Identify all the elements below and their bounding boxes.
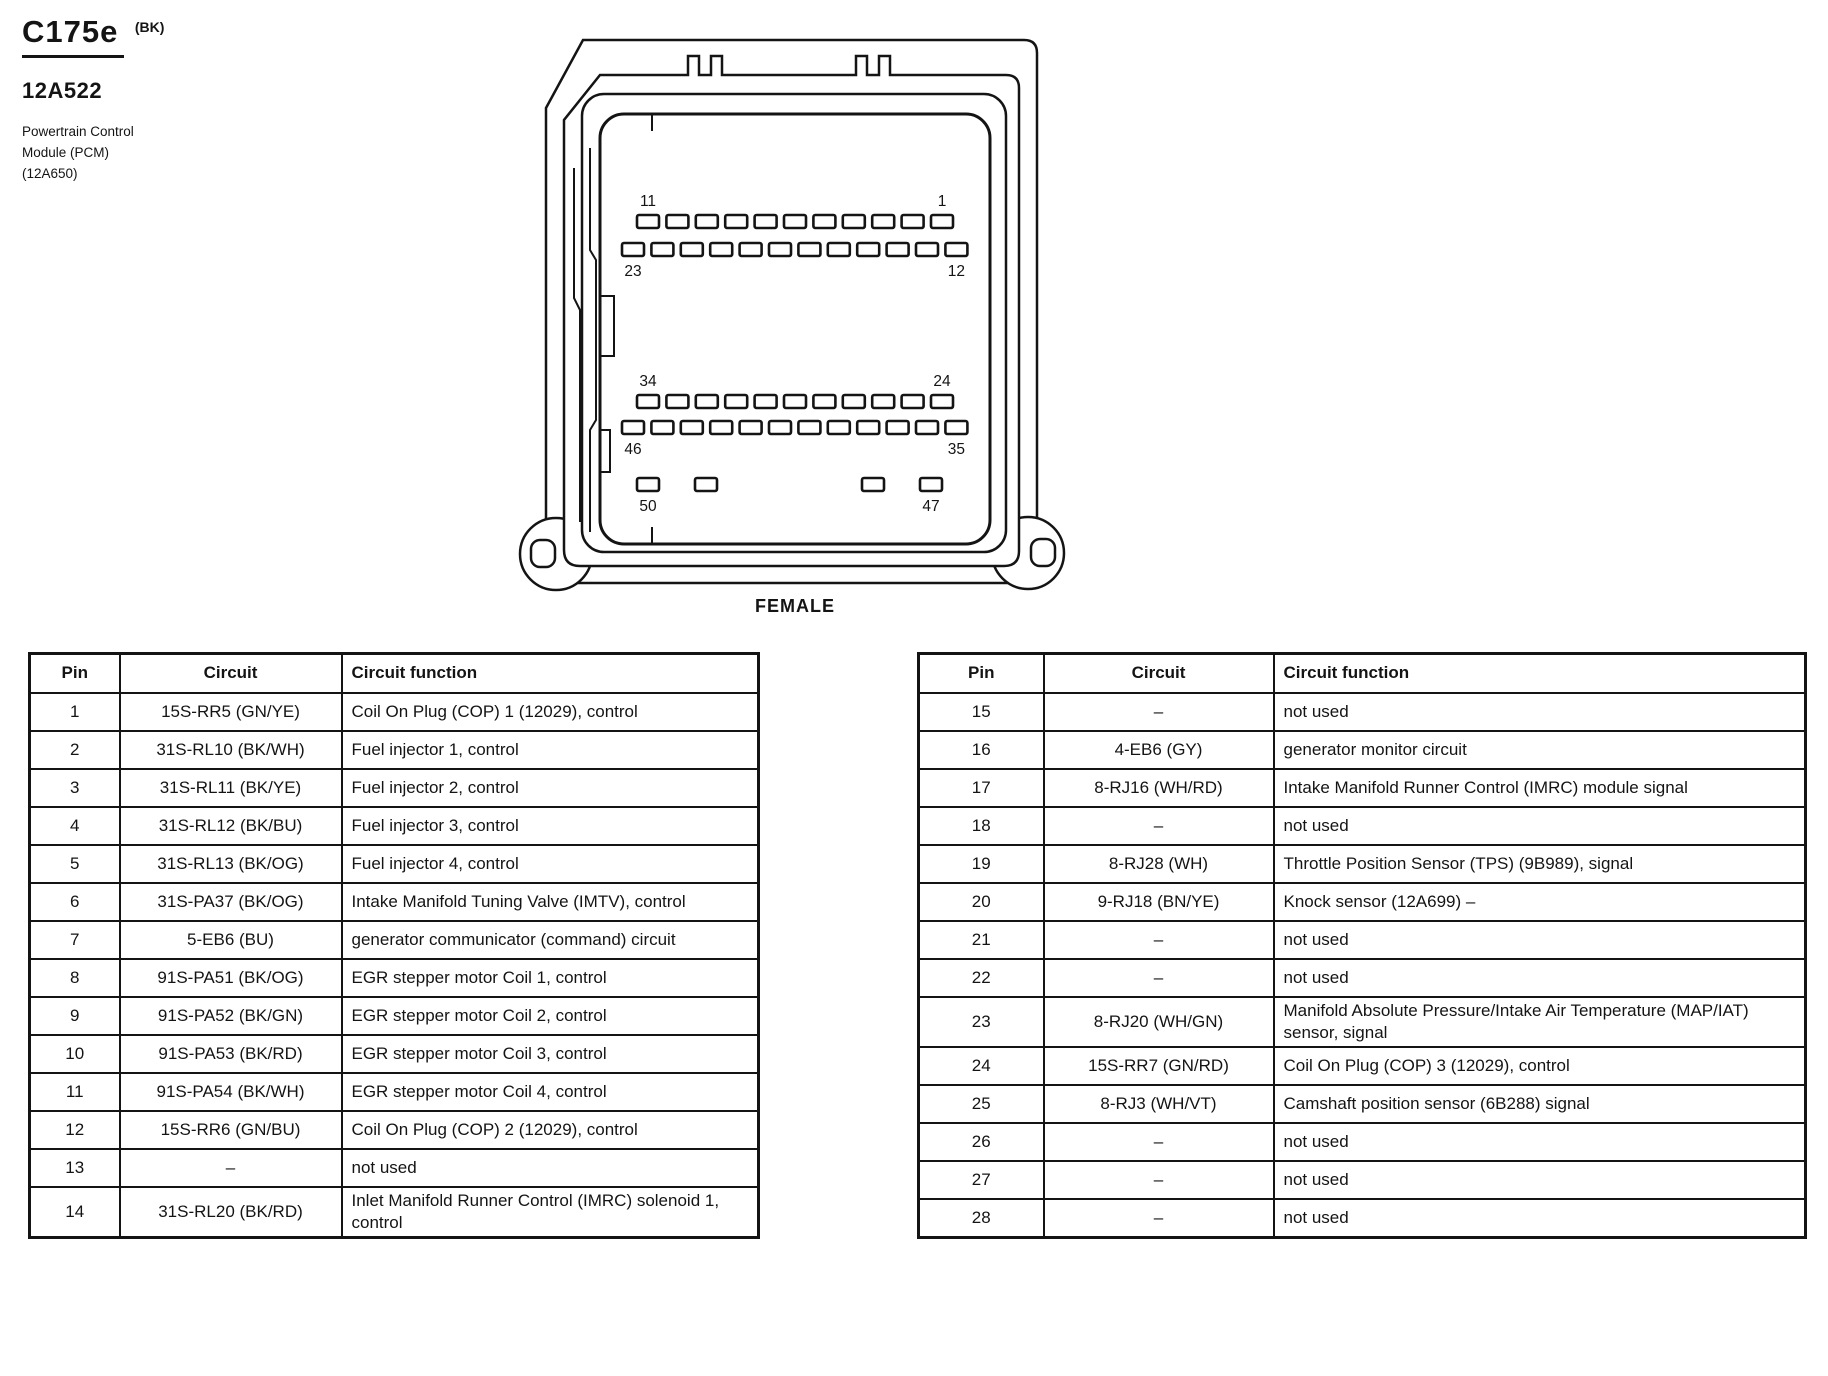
pin-slot — [872, 215, 894, 228]
pin-cell: 4 — [30, 807, 120, 845]
pin-slot — [798, 243, 820, 256]
pin-slot — [725, 215, 747, 228]
connector-color-code: (BK) — [134, 19, 165, 35]
function-cell: Fuel injector 4, control — [342, 845, 759, 883]
table-row — [30, 997, 759, 1035]
table-row — [30, 883, 759, 921]
pin-slot — [945, 421, 967, 434]
circuit-cell: 8-RJ28 (WH) — [1044, 845, 1274, 883]
pin-slot — [931, 395, 953, 408]
pin-slot — [920, 478, 942, 491]
pin-row-label: 35 — [947, 441, 966, 458]
pin-slot — [622, 243, 644, 256]
table-row — [30, 959, 759, 997]
pin-slot — [784, 215, 806, 228]
function-cell: Manifold Absolute Pressure/Intake Air Temperature (MAP/IAT) sensor, signal — [1274, 997, 1806, 1047]
part-number: 12A522 — [22, 78, 103, 103]
pin-row-label: 23 — [624, 263, 642, 280]
pin-cell: 24 — [919, 1047, 1044, 1085]
table-header-row — [30, 654, 759, 694]
pin-slot — [916, 421, 938, 434]
pin-slot — [813, 395, 835, 408]
pin-row-label: 46 — [624, 441, 642, 458]
component-line: (12A650) — [22, 165, 78, 181]
pin-cell: 16 — [919, 731, 1044, 769]
table-row — [919, 845, 1806, 883]
function-cell: not used — [1274, 959, 1806, 997]
table-row — [919, 1085, 1806, 1123]
pin-cell: 1 — [30, 693, 120, 731]
pin-cell: 12 — [30, 1111, 120, 1149]
table-row — [919, 1199, 1806, 1238]
table-row — [30, 1149, 759, 1187]
pin-slot — [725, 395, 747, 408]
pin-slot — [902, 215, 924, 228]
circuit-cell: – — [120, 1149, 342, 1187]
circuit-cell: – — [1044, 1199, 1274, 1238]
pin-row-label: 34 — [639, 373, 657, 390]
pin-slot — [637, 478, 659, 491]
circuit-cell: – — [1044, 1161, 1274, 1199]
table-row — [30, 769, 759, 807]
function-cell: generator communicator (command) circuit — [342, 921, 759, 959]
table-row — [919, 997, 1806, 1047]
table-header-cell: Pin — [30, 654, 120, 694]
pin-cell: 9 — [30, 997, 120, 1035]
pin-slot — [798, 421, 820, 434]
pin-slot — [887, 243, 909, 256]
table-row — [919, 693, 1806, 731]
pin-slot — [902, 395, 924, 408]
pin-slot — [696, 395, 718, 408]
pin-cell: 7 — [30, 921, 120, 959]
mounting-hole-left — [531, 540, 555, 567]
circuit-cell: – — [1044, 693, 1274, 731]
table-row — [30, 731, 759, 769]
pin-row-label: 47 — [922, 498, 940, 515]
pin-row-label: 12 — [947, 263, 966, 280]
function-cell: not used — [1274, 693, 1806, 731]
connector-diagram — [0, 0, 1828, 648]
function-cell: not used — [1274, 1123, 1806, 1161]
function-cell: Coil On Plug (COP) 3 (12029), control — [1274, 1047, 1806, 1085]
pin-cell: 28 — [919, 1199, 1044, 1238]
circuit-cell: 8-RJ20 (WH/GN) — [1044, 997, 1274, 1047]
function-cell: Fuel injector 1, control — [342, 731, 759, 769]
function-cell: Knock sensor (12A699) – — [1274, 883, 1806, 921]
circuit-cell: 9-RJ18 (BN/YE) — [1044, 883, 1274, 921]
circuit-cell: – — [1044, 807, 1274, 845]
pin-slot — [710, 421, 732, 434]
pin-slot — [696, 215, 718, 228]
pinout-table-right — [917, 652, 1807, 1239]
function-cell: EGR stepper motor Coil 3, control — [342, 1035, 759, 1073]
pin-slot — [695, 478, 717, 491]
pin-slot — [931, 215, 953, 228]
table-row — [919, 959, 1806, 997]
pin-cell: 21 — [919, 921, 1044, 959]
table-row — [30, 693, 759, 731]
pin-cell: 11 — [30, 1073, 120, 1111]
circuit-cell: – — [1044, 921, 1274, 959]
pin-cell: 15 — [919, 693, 1044, 731]
pin-cell: 17 — [919, 769, 1044, 807]
pin-slot — [740, 421, 762, 434]
circuit-cell: 91S-PA52 (BK/GN) — [120, 997, 342, 1035]
function-cell: Coil On Plug (COP) 1 (12029), control — [342, 693, 759, 731]
pin-slot — [637, 395, 659, 408]
table-row — [30, 807, 759, 845]
pin-cell: 25 — [919, 1085, 1044, 1123]
gender-label: FEMALE — [755, 596, 835, 616]
pin-slot — [651, 243, 673, 256]
pin-cell: 27 — [919, 1161, 1044, 1199]
pin-cell: 6 — [30, 883, 120, 921]
pin-cell: 26 — [919, 1123, 1044, 1161]
component-line: Module (PCM) — [22, 144, 110, 160]
table-row — [919, 1047, 1806, 1085]
table-row — [30, 1111, 759, 1149]
function-cell: not used — [342, 1149, 759, 1187]
function-cell: Fuel injector 2, control — [342, 769, 759, 807]
pin-slot — [769, 243, 791, 256]
pin-slot — [887, 421, 909, 434]
pin-slot — [857, 243, 879, 256]
pin-cell: 14 — [30, 1187, 120, 1238]
table-row — [919, 1161, 1806, 1199]
table-header-cell: Circuit function — [1274, 654, 1806, 694]
function-cell: Throttle Position Sensor (TPS) (9B989), signal — [1274, 845, 1806, 883]
function-cell: generator monitor circuit — [1274, 731, 1806, 769]
function-cell: EGR stepper motor Coil 1, control — [342, 959, 759, 997]
circuit-cell: 31S-RL12 (BK/BU) — [120, 807, 342, 845]
circuit-cell: 31S-RL20 (BK/RD) — [120, 1187, 342, 1238]
component-line: Powertrain Control — [22, 124, 134, 139]
circuit-cell: 15S-RR6 (GN/BU) — [120, 1111, 342, 1149]
pin-slot — [828, 243, 850, 256]
function-cell: EGR stepper motor Coil 2, control — [342, 997, 759, 1035]
table-row — [30, 1035, 759, 1073]
pin-cell: 8 — [30, 959, 120, 997]
pin-slot — [666, 395, 688, 408]
table-row — [30, 845, 759, 883]
pin-slot — [857, 421, 879, 434]
pin-cell: 23 — [919, 997, 1044, 1047]
table-header-cell: Pin — [919, 654, 1044, 694]
pinout-table-left — [28, 652, 760, 1239]
table-row — [30, 1073, 759, 1111]
table-row — [919, 769, 1806, 807]
pin-row-label: 1 — [937, 193, 947, 210]
pin-slot — [784, 395, 806, 408]
pin-cell: 19 — [919, 845, 1044, 883]
function-cell: not used — [1274, 921, 1806, 959]
table-row — [919, 731, 1806, 769]
pin-cell: 22 — [919, 959, 1044, 997]
pin-slot — [916, 243, 938, 256]
function-cell: Camshaft position sensor (6B288) signal — [1274, 1085, 1806, 1123]
circuit-cell: 8-RJ3 (WH/VT) — [1044, 1085, 1274, 1123]
function-cell: Coil On Plug (COP) 2 (12029), control — [342, 1111, 759, 1149]
function-cell: Fuel injector 3, control — [342, 807, 759, 845]
pin-slot — [651, 421, 673, 434]
table-row — [919, 807, 1806, 845]
table-header-cell: Circuit function — [342, 654, 759, 694]
table-row — [919, 883, 1806, 921]
pin-slot — [622, 421, 644, 434]
function-cell: Intake Manifold Tuning Valve (IMTV), control — [342, 883, 759, 921]
pin-slot — [755, 395, 777, 408]
pin-slot — [843, 395, 865, 408]
pin-slot — [945, 243, 967, 256]
circuit-cell: 31S-RL13 (BK/OG) — [120, 845, 342, 883]
pin-cell: 18 — [919, 807, 1044, 845]
circuit-cell: 91S-PA51 (BK/OG) — [120, 959, 342, 997]
function-cell: not used — [1274, 1199, 1806, 1238]
circuit-cell: – — [1044, 1123, 1274, 1161]
function-cell: EGR stepper motor Coil 4, control — [342, 1073, 759, 1111]
pin-slot — [710, 243, 732, 256]
table-row — [919, 921, 1806, 959]
pin-cell: 13 — [30, 1149, 120, 1187]
pin-slot — [862, 478, 884, 491]
table-header-row — [919, 654, 1806, 694]
circuit-cell: 31S-RL11 (BK/YE) — [120, 769, 342, 807]
pin-cell: 5 — [30, 845, 120, 883]
pin-slot — [872, 395, 894, 408]
circuit-cell: 31S-RL10 (BK/WH) — [120, 731, 342, 769]
pin-slot — [843, 215, 865, 228]
pin-cell: 3 — [30, 769, 120, 807]
pin-cell: 10 — [30, 1035, 120, 1073]
pin-slot — [681, 421, 703, 434]
circuit-cell: 91S-PA54 (BK/WH) — [120, 1073, 342, 1111]
circuit-cell: 15S-RR7 (GN/RD) — [1044, 1047, 1274, 1085]
function-cell: Intake Manifold Runner Control (IMRC) module signal — [1274, 769, 1806, 807]
circuit-cell: 5-EB6 (BU) — [120, 921, 342, 959]
circuit-cell: 4-EB6 (GY) — [1044, 731, 1274, 769]
pin-slot — [769, 421, 791, 434]
table-header-cell: Circuit — [120, 654, 342, 694]
circuit-cell: 8-RJ16 (WH/RD) — [1044, 769, 1274, 807]
pin-cell: 20 — [919, 883, 1044, 921]
pin-row-label: 24 — [933, 373, 951, 390]
circuit-cell: – — [1044, 959, 1274, 997]
table-row — [30, 1187, 759, 1238]
pin-cell: 2 — [30, 731, 120, 769]
circuit-cell: 31S-PA37 (BK/OG) — [120, 883, 342, 921]
pin-slot — [740, 243, 762, 256]
pin-slot — [813, 215, 835, 228]
circuit-cell: 91S-PA53 (BK/RD) — [120, 1035, 342, 1073]
pin-slot — [666, 215, 688, 228]
function-cell: Inlet Manifold Runner Control (IMRC) solenoid 1, control — [342, 1187, 759, 1238]
table-row — [30, 921, 759, 959]
pin-slot — [637, 215, 659, 228]
pin-row-label: 50 — [639, 498, 657, 515]
pin-slot — [681, 243, 703, 256]
mounting-hole-right — [1031, 539, 1055, 566]
pin-row-label: 11 — [639, 193, 657, 210]
connector-id: C175e — [22, 14, 124, 58]
function-cell: not used — [1274, 807, 1806, 845]
table-row — [919, 1123, 1806, 1161]
pin-slot — [755, 215, 777, 228]
pin-slot — [828, 421, 850, 434]
table-header-cell: Circuit — [1044, 654, 1274, 694]
circuit-cell: 15S-RR5 (GN/YE) — [120, 693, 342, 731]
function-cell: not used — [1274, 1161, 1806, 1199]
